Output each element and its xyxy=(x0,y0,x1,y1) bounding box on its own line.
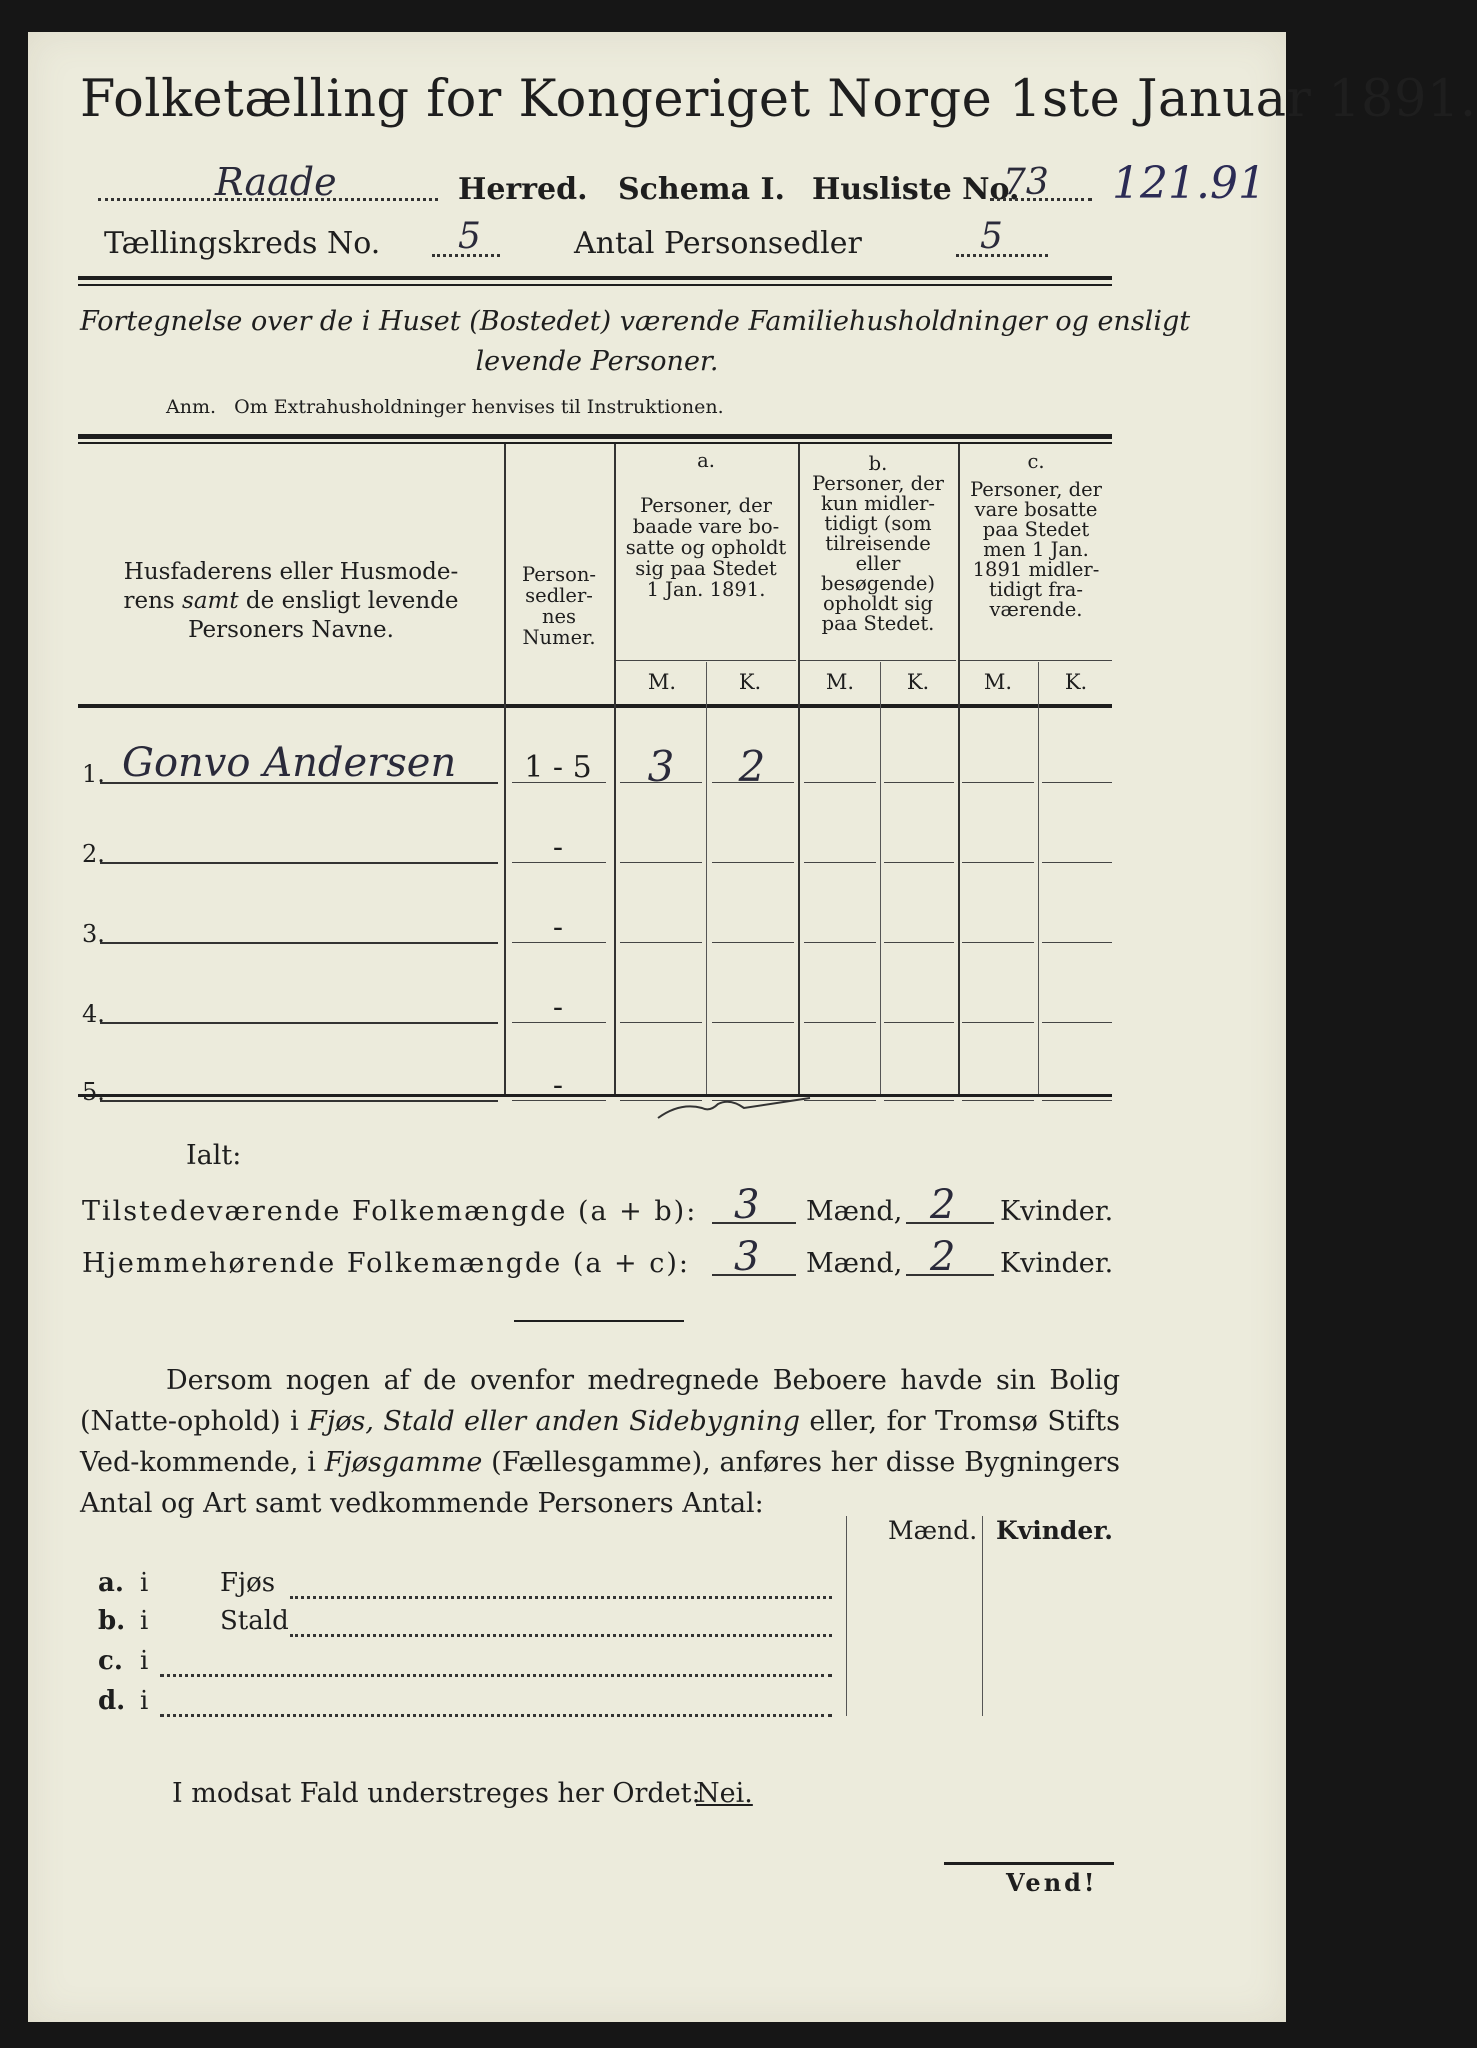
kreds-value: 5 xyxy=(458,216,481,257)
row-count-line xyxy=(884,942,954,943)
row-name: Gonvo Andersen xyxy=(122,740,457,786)
vend-label: Vend! xyxy=(1006,1868,1098,1897)
row-count-line xyxy=(712,782,794,783)
anm-note: Anm. Om Extrahusholdninger henvises til Instruktionen. xyxy=(166,396,724,418)
personsedler-label: Antal Personsedler xyxy=(574,226,862,261)
row-sedler: - xyxy=(552,910,564,945)
row-sedler: - xyxy=(552,990,564,1025)
row-name-line xyxy=(100,942,498,944)
row-count-line xyxy=(620,942,702,943)
row-number: 3. xyxy=(82,920,105,948)
building-dotted-line xyxy=(160,1714,832,1717)
row-number: 4. xyxy=(82,1000,105,1028)
col-header-names: Husfaderens eller Husmode- rens samt de ensligt levende Personers Navne. xyxy=(123,559,459,643)
c-m-label: M. xyxy=(983,670,1013,694)
col-sep-a-mk xyxy=(706,662,707,1094)
tilstede-m-value: 3 xyxy=(734,1182,760,1228)
building-label: Stald xyxy=(220,1606,289,1636)
building-dotted-line xyxy=(290,1634,832,1637)
schema-label: Schema I. xyxy=(618,172,785,207)
buildings-col-maend: Mænd. xyxy=(888,1516,978,1545)
hjemme-label: Hjemmehørende Folkemængde (a + c): xyxy=(82,1248,690,1279)
row-count-line xyxy=(884,782,954,783)
row-sedler: - xyxy=(552,1068,564,1103)
row-count-line xyxy=(804,782,876,783)
row-sedler-line xyxy=(512,942,606,943)
herred-value: Raade xyxy=(215,160,337,204)
personsedler-value: 5 xyxy=(980,216,1003,257)
row-count-line xyxy=(804,862,876,863)
building-prefix: i xyxy=(140,1686,149,1716)
hjemme-maend: Mænd, xyxy=(806,1248,903,1279)
row-sedler-line xyxy=(512,782,606,783)
header-rule-top xyxy=(78,276,1112,280)
row-name-line xyxy=(100,862,498,864)
buildings-paragraph: Dersom nogen af de ovenfor medregnede Beboere havde sin Bolig (Natte-ophold) i Fjøs, Stald eller anden Sidebygning eller, for Tromsø Stifts Ved-kommende, i Fjøsgamme (Fællesgamme), anføres her disse Bygningers Antal og Art samt vedkommende Personers Antal: xyxy=(80,1365,1121,1519)
intro-heading-line2: levende Personer. xyxy=(475,346,719,377)
section-separator xyxy=(514,1320,684,1322)
building-dotted-line xyxy=(290,1596,832,1599)
buildings-col-kvinder: Kvinder. xyxy=(996,1516,1113,1545)
hjemme-m-value: 3 xyxy=(734,1234,760,1280)
row-count-line xyxy=(1042,782,1112,783)
row-count-line xyxy=(962,1100,1034,1101)
row-count-line xyxy=(620,782,702,783)
hjemme-kvinder: Kvinder. xyxy=(1000,1248,1114,1279)
row-sedler: - xyxy=(552,830,564,865)
buildings-col-sep-2 xyxy=(982,1516,983,1716)
row-a-k: 2 xyxy=(738,742,766,791)
a-mk-underline xyxy=(616,660,796,661)
c-mk-underline xyxy=(960,660,1112,661)
row-sedler: 1 - 5 xyxy=(524,750,592,785)
col-sep-c-mk xyxy=(1038,662,1039,1094)
row-count-line xyxy=(962,862,1034,863)
row-count-line xyxy=(1042,942,1112,943)
intro-heading-line1: Fortegnelse over de i Huset (Bostedet) værende Familiehusholdninger og ensligt xyxy=(80,306,1191,337)
row-a-m: 3 xyxy=(647,742,675,791)
modsat-text: I modsat Fald understreges her Ordet: xyxy=(172,1778,701,1809)
table-rule-top-thin xyxy=(78,442,1112,444)
building-prefix: i xyxy=(140,1568,149,1598)
row-number: 5. xyxy=(82,1078,105,1106)
margin-note: 121.91 xyxy=(1112,158,1266,209)
table-rule-top xyxy=(78,434,1112,439)
b-k-label: K. xyxy=(906,670,930,694)
row-count-line xyxy=(962,1022,1034,1023)
tilstede-k-value: 2 xyxy=(930,1182,956,1228)
scribble-mark xyxy=(650,1090,820,1126)
row-name-line xyxy=(100,1100,498,1102)
row-sedler-line xyxy=(512,1022,606,1023)
herred-label: Herred. xyxy=(458,172,588,207)
table-header-bottom-rule xyxy=(78,704,1112,708)
row-count-line xyxy=(884,862,954,863)
row-count-line xyxy=(804,1022,876,1023)
buildings-col-sep-1 xyxy=(846,1516,847,1716)
building-letter: b. xyxy=(98,1606,126,1636)
tilstede-maend: Mænd, xyxy=(806,1196,903,1227)
husliste-label: Husliste No. xyxy=(812,172,1020,207)
row-count-line xyxy=(962,942,1034,943)
row-count-line xyxy=(962,782,1034,783)
tilstede-label: Tilstedeværende Folkemængde (a + b): xyxy=(82,1196,698,1227)
col-header-sedler: Person- sedler- nes Numer. xyxy=(521,563,596,649)
building-letter: d. xyxy=(98,1686,126,1716)
hjemme-k-value: 2 xyxy=(930,1234,956,1280)
col-header-c: c. Personer, der vare bosatte paa Stedet men 1 Jan. 1891 midler- tidigt fra- værende. xyxy=(970,450,1102,621)
building-label: Fjøs xyxy=(220,1568,276,1598)
row-count-line xyxy=(1042,862,1112,863)
kreds-label: Tællingskreds No. xyxy=(104,226,381,261)
row-sedler-line xyxy=(512,862,606,863)
header-rule-bottom xyxy=(78,284,1112,286)
row-number: 1. xyxy=(82,760,105,788)
row-count-line xyxy=(884,1022,954,1023)
husliste-value: 73 xyxy=(1003,162,1049,203)
building-prefix: i xyxy=(140,1646,149,1676)
building-prefix: i xyxy=(140,1606,149,1636)
row-count-line xyxy=(884,1100,954,1101)
row-count-line xyxy=(804,942,876,943)
row-count-line xyxy=(1042,1022,1112,1023)
row-name-line xyxy=(100,1022,498,1024)
row-sedler-line xyxy=(512,1100,606,1101)
building-letter: c. xyxy=(98,1646,123,1676)
col-sep-1 xyxy=(504,444,506,1094)
building-dotted-line xyxy=(160,1674,832,1677)
row-name-line xyxy=(100,782,498,784)
ialt-label: Ialt: xyxy=(186,1140,242,1171)
b-mk-underline xyxy=(800,660,956,661)
row-count-line xyxy=(712,1022,794,1023)
vend-rule xyxy=(944,1862,1114,1865)
row-count-line xyxy=(712,942,794,943)
row-count-line xyxy=(1042,1100,1112,1101)
form-title: Folketælling for Kongeriget Norge 1ste Januar 1891. xyxy=(80,70,1477,129)
modsat-word: Nei. xyxy=(696,1778,753,1809)
row-count-line xyxy=(620,862,702,863)
col-sep-b-mk xyxy=(880,662,881,1094)
row-count-line xyxy=(712,862,794,863)
b-m-label: M. xyxy=(825,670,855,694)
row-number: 2. xyxy=(82,840,105,868)
tilstede-kvinder: Kvinder. xyxy=(1000,1196,1114,1227)
c-k-label: K. xyxy=(1064,670,1088,694)
row-count-line xyxy=(620,1022,702,1023)
col-header-b: b. Personer, der kun midler- tidigt (som tilreisende eller besøgende) opholdt sig paa Stedet. xyxy=(812,452,944,635)
a-m-label: M. xyxy=(647,670,677,694)
a-k-label: K. xyxy=(738,670,762,694)
building-letter: a. xyxy=(98,1568,124,1598)
col-header-a: a. Personer, der baade vare bo- satte og opholdt sig paa Stedet 1 Jan. 1891. xyxy=(625,449,787,601)
